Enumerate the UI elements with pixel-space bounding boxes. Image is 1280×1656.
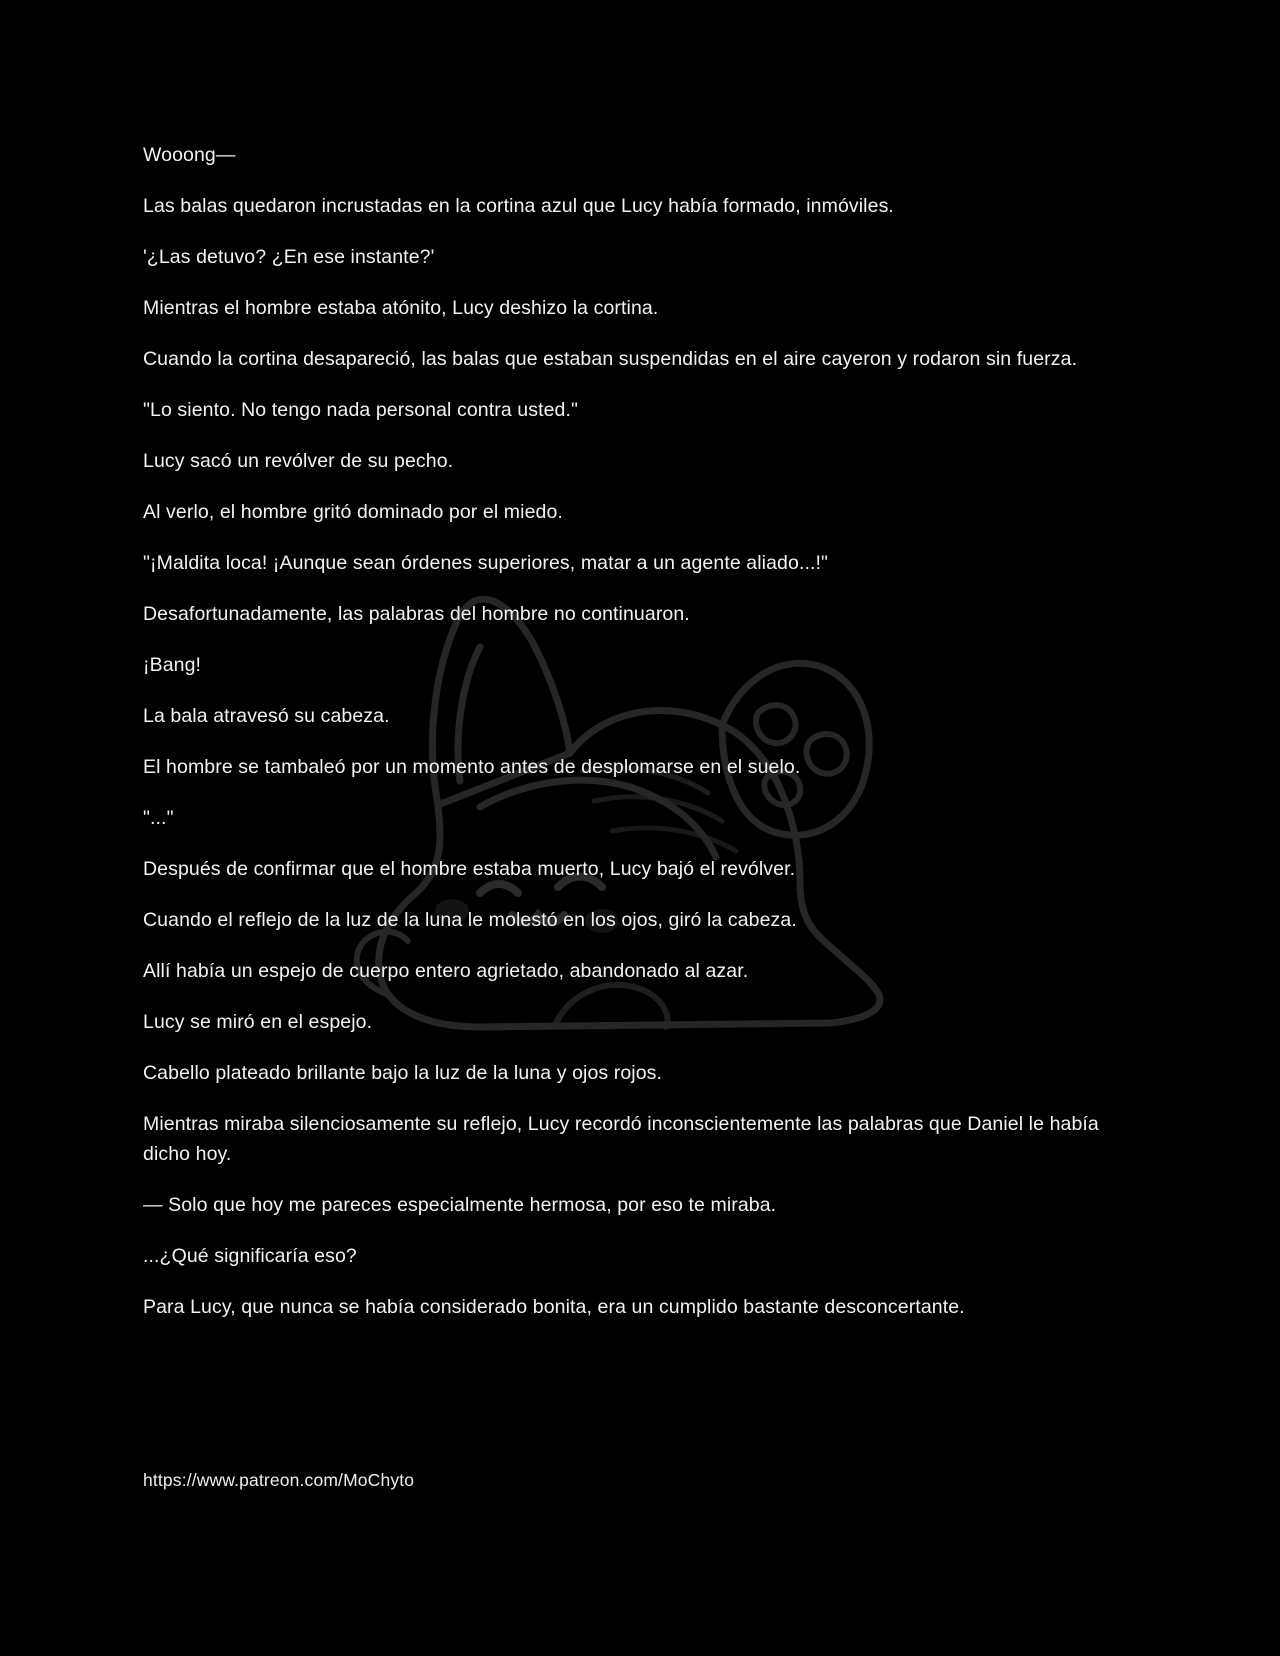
paragraph: Lucy sacó un revólver de su pecho. xyxy=(143,450,454,472)
paragraph: Desafortunadamente, las palabras del hombre no continuaron. xyxy=(143,603,690,625)
paragraph: ¡Bang! xyxy=(143,654,202,676)
paragraph: — Solo que hoy me pareces especialmente hermosa, por eso te miraba. xyxy=(143,1194,777,1216)
paragraph: Las balas quedaron incrustadas en la cortina azul que Lucy había formado, inmóviles. xyxy=(143,195,894,217)
paragraph: "..." xyxy=(143,807,174,829)
story-text-body xyxy=(143,140,1113,1343)
paragraph: "¡Maldita loca! ¡Aunque sean órdenes superiores, matar a un agente aliado...!" xyxy=(143,552,829,574)
paragraph: Mientras miraba silenciosamente su reflejo, Lucy recordó inconscientemente las palabras que Daniel le había dicho hoy. xyxy=(143,1113,1105,1165)
paragraph: Al verlo, el hombre gritó dominado por el miedo. xyxy=(143,501,563,523)
paragraph: Cuando el reflejo de la luz de la luna le molestó en los ojos, giró la cabeza. xyxy=(143,909,797,931)
paragraph: '¿Las detuvo? ¿En ese instante?' xyxy=(143,246,435,268)
paragraph: ...¿Qué significaría eso? xyxy=(143,1245,357,1267)
patreon-url-link[interactable]: https://www.patreon.com/MoChyto xyxy=(143,1470,415,1490)
paragraph: Después de confirmar que el hombre estaba muerto, Lucy bajó el revólver. xyxy=(143,858,796,880)
paragraph: Cuando la cortina desapareció, las balas que estaban suspendidas en el aire cayeron y rodaron sin fuerza. xyxy=(143,348,1078,370)
paragraph: El hombre se tambaleó por un momento antes de desplomarse en el suelo. xyxy=(143,756,801,778)
paragraph: Allí había un espejo de cuerpo entero agrietado, abandonado al azar. xyxy=(143,960,749,982)
paragraph: Cabello plateado brillante bajo la luz de la luna y ojos rojos. xyxy=(143,1062,663,1084)
paragraph: La bala atravesó su cabeza. xyxy=(143,705,390,727)
paragraph: Lucy se miró en el espejo. xyxy=(143,1011,373,1033)
paragraph: Wooong— xyxy=(143,144,236,166)
footer xyxy=(143,1468,414,1492)
paragraph: "Lo siento. No tengo nada personal contra usted." xyxy=(143,399,579,421)
paragraph: Para Lucy, que nunca se había considerado bonita, era un cumplido bastante desconcertante. xyxy=(143,1296,965,1318)
paragraph: Mientras el hombre estaba atónito, Lucy deshizo la cortina. xyxy=(143,297,659,319)
